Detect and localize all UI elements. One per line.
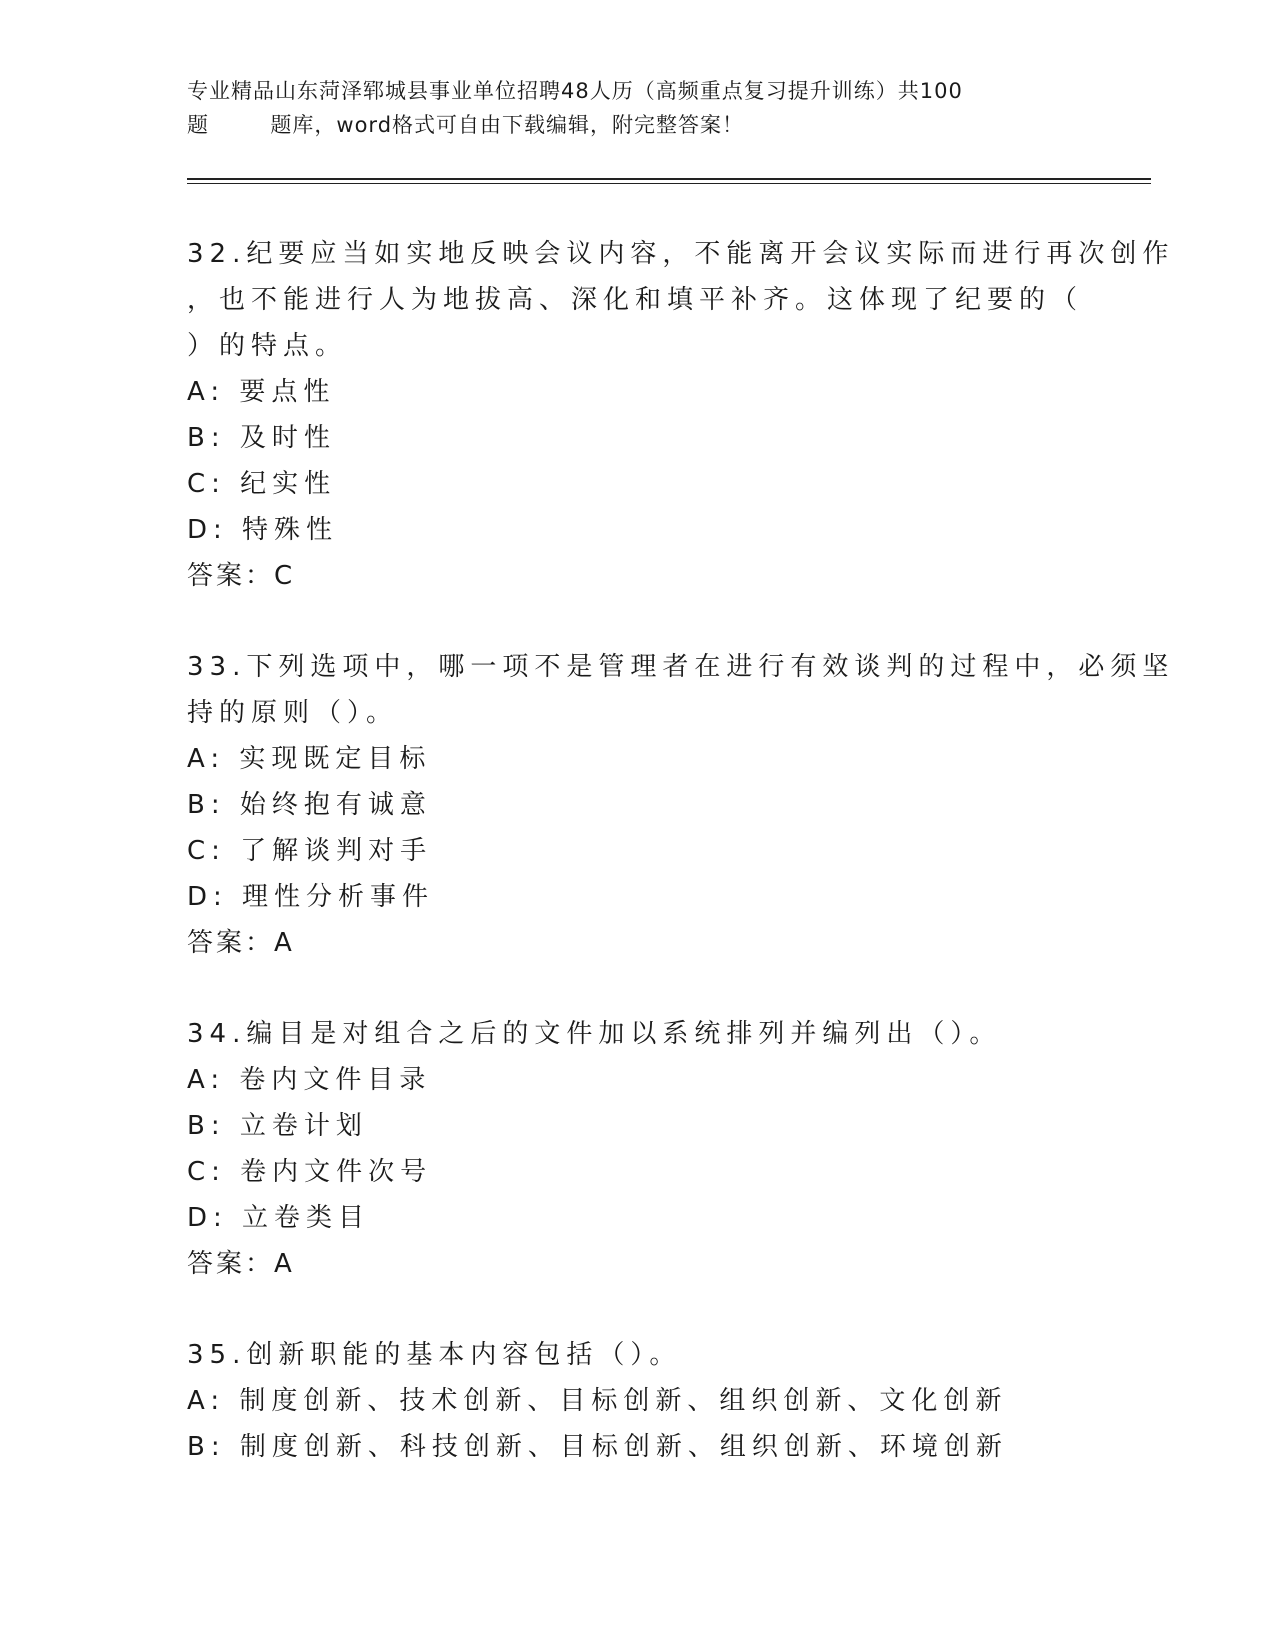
- question-text-line: 持的原则（）。: [187, 698, 399, 728]
- question-32: [187, 231, 1175, 599]
- option-c: C: 了解谈判对手: [187, 836, 433, 866]
- question-list: [187, 231, 1175, 1470]
- option-a: A: 制度创新、技术创新、目标创新、组织创新、文化创新: [187, 1386, 1008, 1416]
- question-text-line: ，也不能进行人为地拔高、深化和填平补齐。这体现了纪要的（: [187, 285, 1084, 315]
- question-text-line: 33.下列选项中，哪一项不是管理者在进行有效谈判的过程中，必须坚: [187, 652, 1175, 682]
- answer-line: 答案：A: [187, 1249, 295, 1279]
- header-title-line-1: 专业精品山东菏泽郓城县事业单位招聘48人历（高频重点复习提升训练）共100: [187, 79, 963, 103]
- option-b: B: 制度创新、科技创新、目标创新、组织创新、环境创新: [187, 1432, 1008, 1462]
- question-text-line: 32.纪要应当如实地反映会议内容，不能离开会议实际而进行再次创作: [187, 239, 1175, 269]
- option-c: C: 纪实性: [187, 469, 337, 499]
- question-35: [187, 1332, 1087, 1470]
- header-divider: [187, 178, 1151, 184]
- question-text-line: 34.编目是对组合之后的文件加以系统排列并编列出（）。: [187, 1019, 1002, 1049]
- option-d: D: 立卷类目: [187, 1203, 371, 1233]
- option-d: D: 理性分析事件: [187, 882, 435, 912]
- question-text-line: ）的特点。: [187, 331, 348, 361]
- option-b: B: 始终抱有诚意: [187, 790, 432, 820]
- option-d: D: 特殊性: [187, 515, 339, 545]
- answer-line: 答案：A: [187, 928, 295, 958]
- option-b: B: 立卷计划: [187, 1111, 368, 1141]
- option-a: A: 实现既定目标: [187, 744, 432, 774]
- question-33: [187, 644, 1175, 966]
- page-header: [187, 74, 1087, 142]
- question-text-line: 35.创新职能的基本内容包括（）。: [187, 1340, 682, 1370]
- question-34: [187, 1011, 1087, 1287]
- option-b: B: 及时性: [187, 423, 336, 453]
- option-c: C: 卷内文件次号: [187, 1157, 433, 1187]
- option-a: A: 卷内文件目录: [187, 1065, 432, 1095]
- header-title-line-2: 题 题库，word格式可自由下载编辑，附完整答案！: [187, 113, 745, 137]
- answer-line: 答案：C: [187, 561, 296, 591]
- option-a: A: 要点性: [187, 377, 336, 407]
